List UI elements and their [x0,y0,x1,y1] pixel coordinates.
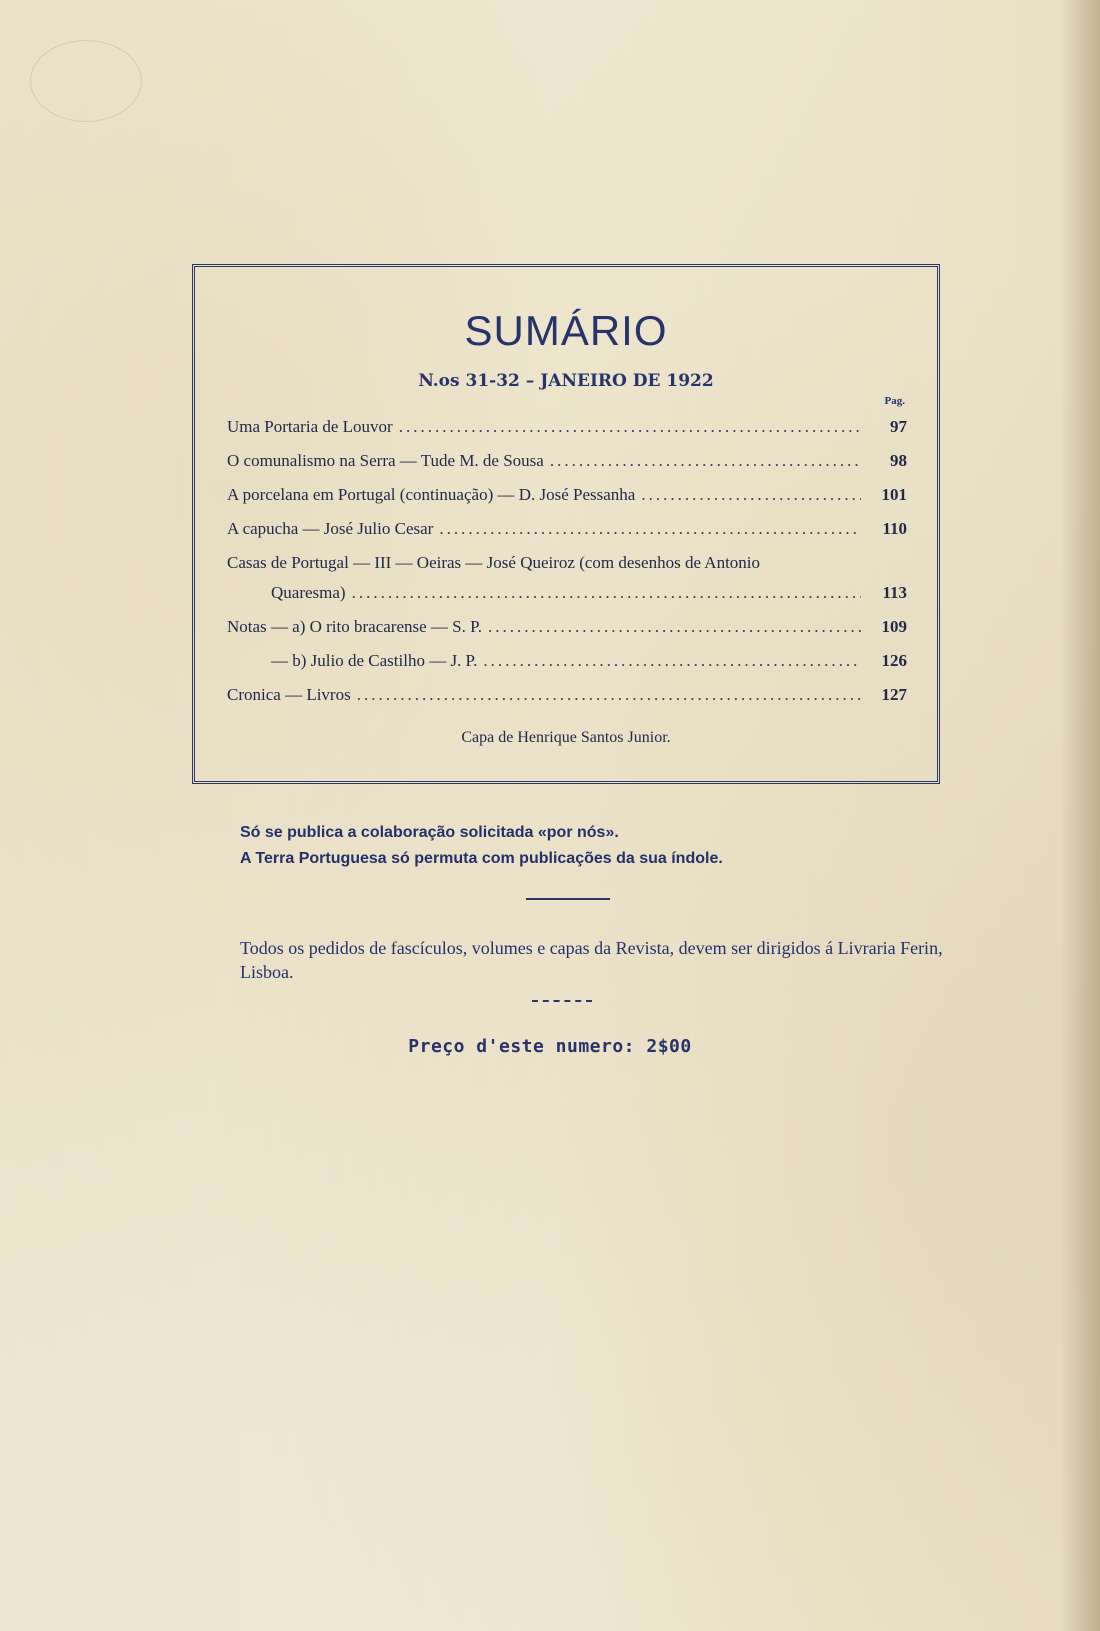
summary-entry [227,417,907,451]
notice-line-1: Só se publica a colaboração solicitada «por nós». [240,824,619,841]
entry-text: Casas de Portugal — III — Oeiras — José Queiroz (com desenhos de Antonio [227,553,761,572]
entry-text: — b) Julio de Castilho — J. P. [271,651,478,670]
entry-text: A capucha — José Julio Cesar [227,519,434,538]
leader-dots [357,685,861,705]
entry-page: 109 [881,617,907,636]
leader-dots [483,651,861,671]
summary-entry [227,451,907,485]
entry-text: Quaresma) [271,583,346,602]
leader-dots [352,583,861,603]
summary-entry [227,685,907,719]
collaboration-notice [240,820,723,872]
entry-page: 113 [882,583,907,602]
entry-text: Cronica — Livros [227,685,351,704]
issue-price: Preço d'este numero: 2$00 [408,1036,692,1057]
entry-text: A porcelana em Portugal (continuação) — D. José Pessanha [227,485,636,504]
summary-entry [227,519,907,553]
leader-dots [550,451,861,471]
entry-page: 110 [882,519,907,538]
faded-stamp [30,40,142,122]
notice-line-2: A Terra Portuguesa só permuta com publicações da sua índole. [240,850,723,867]
cover-credit: Capa de Henrique Santos Junior. [461,729,671,746]
leader-dots [488,617,861,637]
page-column-label: Pag. [884,395,905,407]
entry-text: Notas — a) O rito bracarense — S. P. [227,617,482,636]
summary-box [192,264,940,784]
entry-page: 97 [890,417,907,436]
leader-dots [399,417,861,437]
entry-page: 101 [881,485,907,504]
summary-entry [227,651,907,685]
divider-rule [526,898,610,900]
summary-entry [227,553,907,583]
issue-line: N.os 31-32 – JANEIRO DE 1922 [418,371,714,391]
summary-title: SUMÁRIO [464,307,668,354]
leader-dots [439,519,861,539]
leader-dots [641,485,861,505]
entry-page: 126 [881,651,907,670]
summary-entry [227,617,907,651]
orders-paragraph: Todos os pedidos de fascículos, volumes e capas da Revista, devem ser dirigidos á Livraria Ferin, Lisboa. [240,938,943,982]
page-edge-shadow [1060,0,1100,1631]
entry-text: O comunalismo na Serra — Tude M. de Sousa [227,451,544,470]
entry-page: 127 [881,685,907,704]
divider-dashes [532,1000,592,1002]
summary-entry [227,583,907,617]
entry-text: Uma Portaria de Louvor [227,417,393,436]
summary-entry [227,485,907,519]
entry-page: 98 [890,451,907,470]
summary-list [227,417,907,719]
